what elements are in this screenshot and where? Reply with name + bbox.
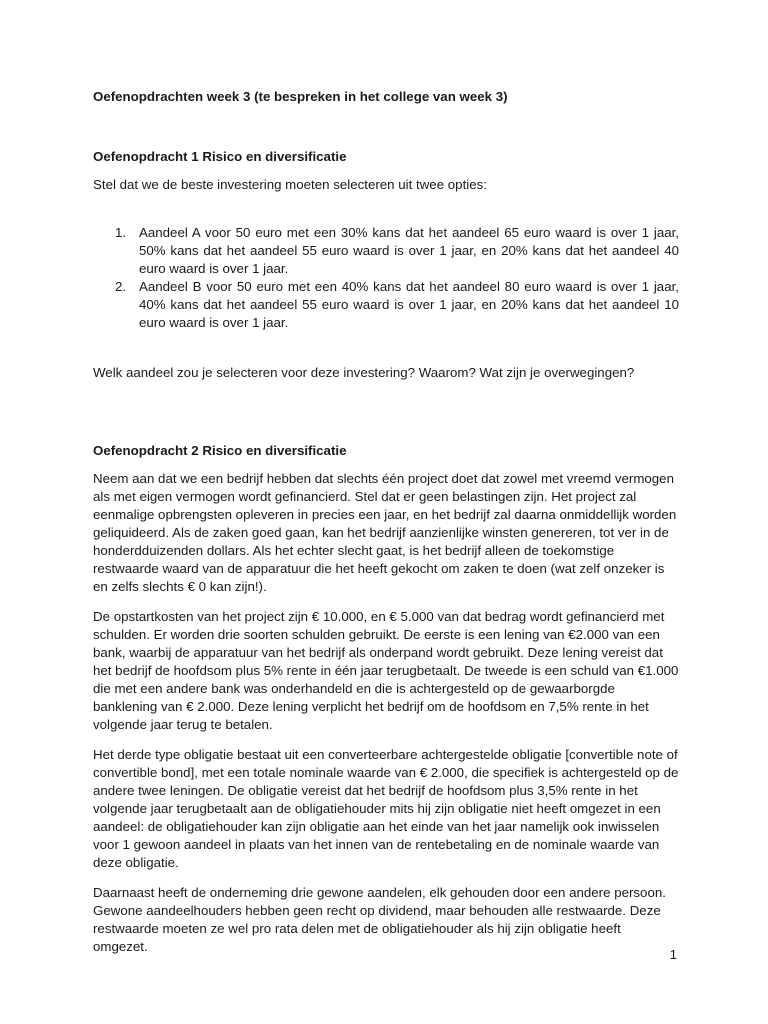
exercise-1 [93, 148, 679, 382]
document-page [93, 88, 679, 956]
exercise-1-options-list [93, 224, 679, 332]
list-item [93, 224, 679, 278]
list-item-number: 1. [115, 225, 127, 240]
document-title: Oefenopdrachten week 3 (te bespreken in het college van week 3) [93, 89, 508, 104]
exercise-1-intro: Stel dat we de beste investering moeten selecteren uit twee opties: [93, 177, 487, 192]
exercise-2-paragraph-2: De opstartkosten van het project zijn € 10.000, en € 5.000 van dat bedrag wordt gefinancierd met schulden. Er worden drie soorten schulden gebruikt. De eerste is een lening van €2.000 van een bank, waarbij de apparatuur van het bedrijf als onderpand wordt gebruikt. Deze lening vereist dat het bedrijf de hoofdsom plus 5% rente in één jaar terugbetaalt. De tweede is een schuld van €1.000 die met een andere bank was onderhandeld en die is achtergesteld op de gewaarborgde banklening van € 2.000. Deze lening verplicht het bedrijf om de hoofdsom en 7,5% rente in het volgende jaar terug te betalen. [93, 609, 679, 732]
list-item-text: Aandeel B voor 50 euro met een 40% kans dat het aandeel 80 euro waard is over 1 jaar, 40% kans dat het aandeel 55 euro waard is over 1 jaar, en 20% kans dat het aandeel 10 euro waard is over 1 jaar. [139, 279, 679, 330]
exercise-2 [93, 442, 679, 956]
exercise-2-paragraph-3: Het derde type obligatie bestaat uit een converteerbare achtergestelde obligatie [convertible note of convertible bond], met een totale nominale waarde van € 2.000, die specifiek is achtergesteld op de andere twee leningen. De obligatie vereist dat het bedrijf de hoofdsom plus 3,5% rente in het volgende jaar terugbetaalt aan de obligatiehouder mits hij zijn obligatie niet heeft omgezet in een aandeel: de obligatiehouder kan zijn obligatie aan het einde van het jaar namelijk ook inwisselen voor 1 gewoon aandeel in plaats van het innen van de rentebetaling en de nominale waarde van deze obligatie. [93, 747, 679, 870]
list-item [93, 278, 679, 332]
page-number: 1 [669, 947, 677, 962]
exercise-2-paragraph-4: Daarnaast heeft de onderneming drie gewone aandelen, elk gehouden door een andere persoon. Gewone aandeelhouders hebben geen recht op dividend, maar behouden alle restwaarde. Deze restwaarde moeten ze wel pro rata delen met de obligatiehouder als hij zijn obligatie heeft omgezet. [93, 885, 666, 954]
exercise-1-heading: Oefenopdracht 1 Risico en diversificatie [93, 149, 347, 164]
exercise-1-question: Welk aandeel zou je selecteren voor deze investering? Waarom? Wat zijn je overwegingen? [93, 365, 635, 380]
exercise-2-heading: Oefenopdracht 2 Risico en diversificatie [93, 443, 347, 458]
list-item-number: 2. [115, 279, 127, 294]
exercise-2-paragraph-1: Neem aan dat we een bedrijf hebben dat slechts één project doet dat zowel met vreemd vermogen als met eigen vermogen wordt gefinancierd. Stel dat er geen belastingen zijn. Het project zal eenmalige opbrengsten opleveren in precies een jaar, en het bedrijf zal daarna onmiddellijk worden geliquideerd. Als de zaken goed gaan, kan het bedrijf aanzienlijke winsten genereren, tot ver in de honderdduizenden dollars. Als het echter slecht gaat, is het bedrijf alleen de toekomstige restwaarde waard van de apparatuur die het heeft gekocht om zaken te doen (wat zelf onzeker is en zelfs slechts € 0 kan zijn!). [93, 471, 677, 594]
list-item-text: Aandeel A voor 50 euro met een 30% kans dat het aandeel 65 euro waard is over 1 jaar, 50% kans dat het aandeel 55 euro waard is over 1 jaar, en 20% kans dat het aandeel 40 euro waard is over 1 jaar. [139, 225, 679, 276]
